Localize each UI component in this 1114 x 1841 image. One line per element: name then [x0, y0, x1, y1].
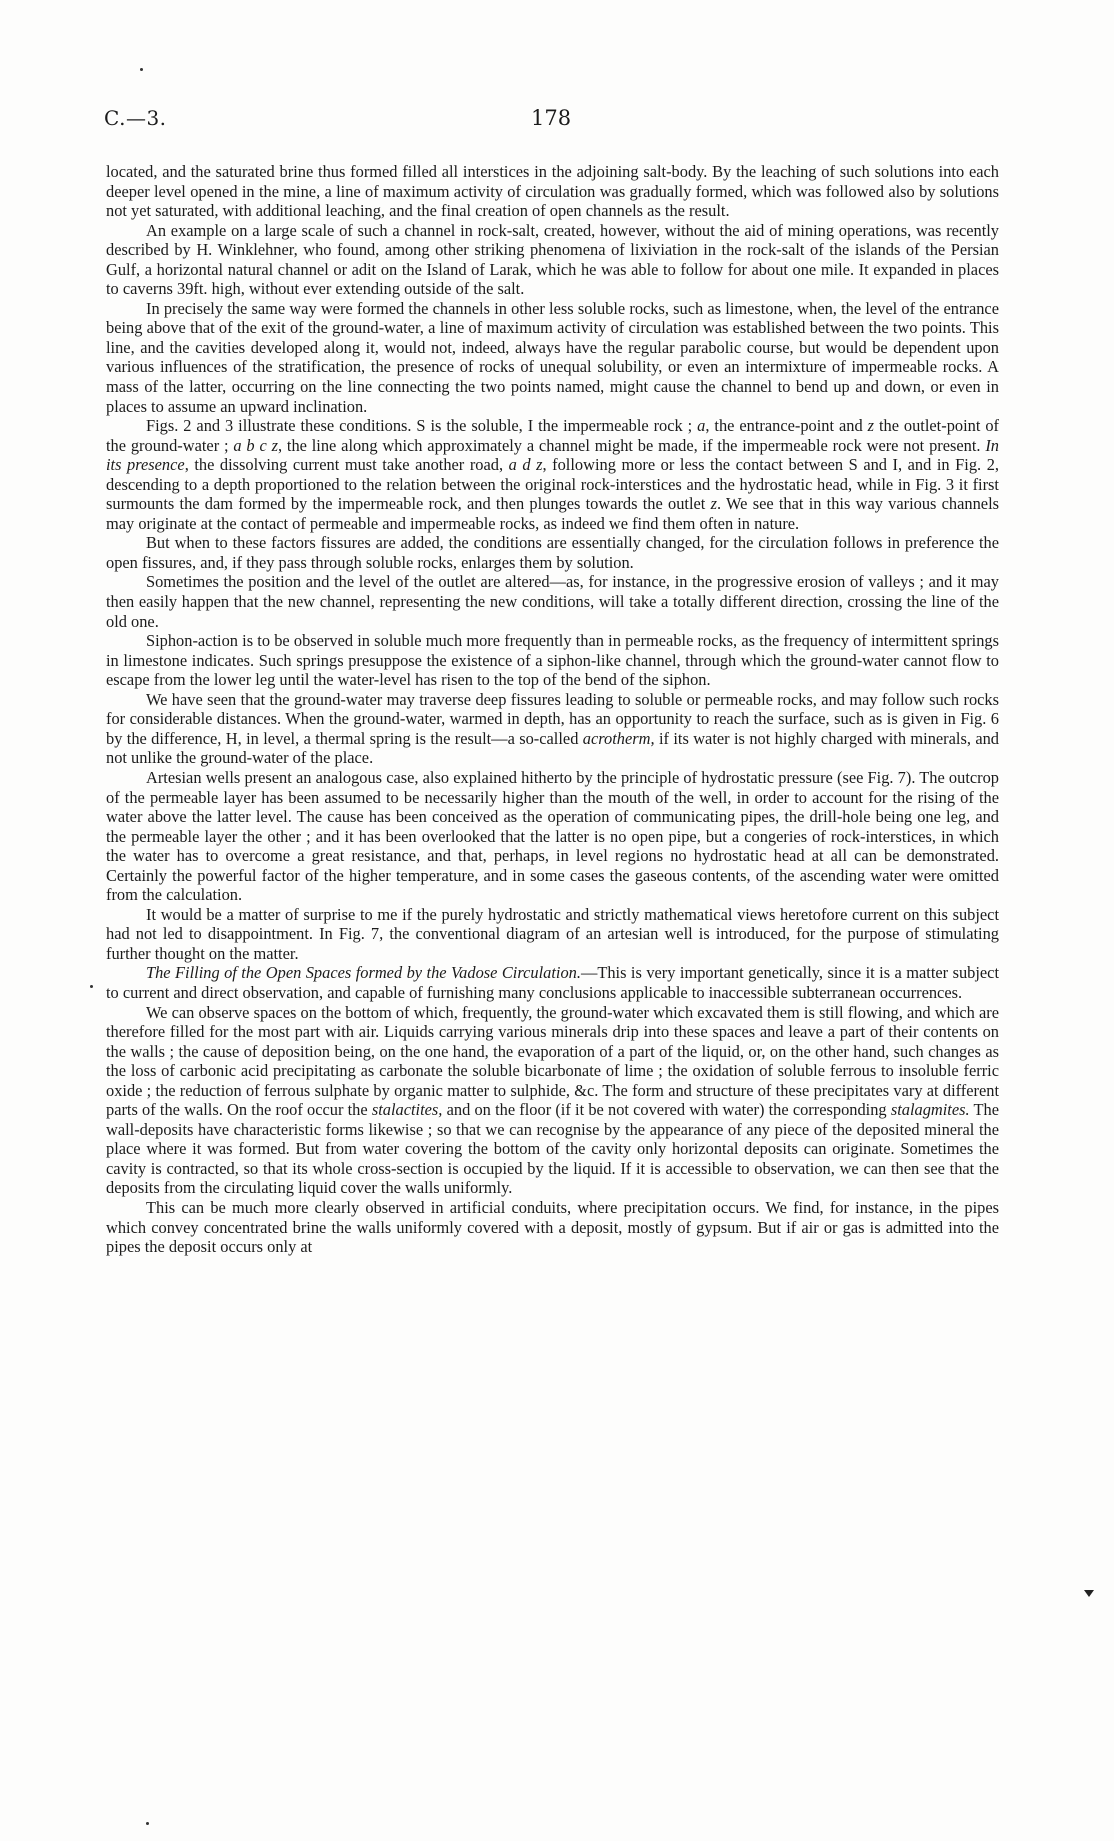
paragraph: [106, 1198, 999, 1257]
text-run: , the line along which approximately a channel might be made, if the impermeable rock were not present.: [277, 435, 986, 455]
italic-text: z: [867, 416, 874, 436]
paragraph: [106, 905, 999, 964]
page-header: [104, 106, 1004, 140]
text-run: . We see that in this way various channels may originate at the contact of permeable and impermeable rocks, as indeed we find them often in nature.: [106, 494, 999, 533]
text-run: Siphon-action is to be observed in soluble much more frequently than in permeable rocks, as the frequency of intermittent springs in limestone indicates. Such springs presuppose the existence of a siphon-like channel, through which the ground-water cannot flow to escape from the lower leg until the water-level has risen to the top of the bend of the siphon.: [106, 631, 999, 690]
italic-text: a b c z: [233, 435, 278, 455]
paragraph: [106, 572, 999, 631]
italic-text: acrotherm,: [582, 728, 655, 748]
text-run: But when to these factors fissures are added, the conditions are essentially changed, for the circulation follows in preference the open fissures, and, if they pass through soluble rocks, enlarges them by solution.: [106, 533, 999, 572]
page-number: 178: [531, 106, 572, 130]
text-run: In precisely the same way were formed the channels in other less soluble rocks, such as limestone, when, the level of the entrance being above that of the exit of the ground-water, a line of maximum activity of circulation was established between the two points. This line, and the cavities developed along it, would not, indeed, always have the regular parabolic course, but would be dependent upon various influences of the stratification, the presence of rocks of unequal solubility, or even an intermixture of impermeable rocks. A mass of the latter, occurring on the line connecting the two points named, might cause the channel to bend up and down, or even in places to assume an upward inclination.: [106, 298, 999, 416]
text-run: Sometimes the position and the level of the outlet are altered—as, for instance, in the progressive erosion of valleys ; and it may then easily happen that the new channel, representing the new conditions, will take a totally different direction, crossing the line of the old one.: [106, 572, 999, 631]
text-run: the outlet-point of the ground-water ;: [106, 416, 999, 455]
text-run: , the entrance-point and: [705, 416, 868, 436]
paragraph: [106, 963, 999, 1002]
paragraph: [106, 299, 999, 416]
paragraph: [106, 162, 999, 221]
paragraph: [106, 221, 999, 299]
margin-arrow-icon: [1084, 1590, 1094, 1597]
text-run: We can observe spaces on the bottom of which, frequently, the ground-water which excavated them is still flowing, and which are therefore filled for the most part with air. Liquids carrying various minerals drip into these spaces and leave a part of their contents on the walls ; the cause of deposition being, on the one hand, the evaporation of a part of the liquid, or, on the other hand, such changes as the loss of carbonic acid precipitating as carbonate the soluble bicarbonate of lime ; the oxidation of soluble ferrous to insoluble ferric oxide ; the reduction of ferrous sulphate by organic matter to sulphide, &c. The form and structure of these precipitates vary at different parts of the walls. On the roof occur the: [106, 1002, 999, 1120]
italic-text: a d z: [508, 455, 543, 475]
italic-text: stalagmites.: [890, 1100, 970, 1120]
italic-text: z: [710, 494, 717, 514]
text-run: This can be much more clearly observed in artificial conduits, where precipitation occurs. We find, for instance, in the pipes which convey concentrated brine the walls uniformly covered with a deposit, mostly of gypsum. But if air or gas is admitted into the pipes the deposit occurs only at: [106, 1197, 999, 1257]
paragraph: [106, 416, 999, 533]
text-run: , following more or less the contact between S and I, and in Fig. 2, descending to a depth proportioned to the relation between the original rock-interstices and the hydrostatic head, while in Fig. 3 it first surmounts the dam formed by the impermeable rock, and then plunges towards the outlet: [106, 455, 999, 514]
text-run: Artesian wells present an analogous case, also explained hitherto by the principle of hydrostatic pressure (see Fig. 7). The outcrop of the permeable layer has been assumed to be necessarily higher than the mouth of the well, in order to account for the rising of the water above the latter level. The cause has been conceived as the operation of communicating pipes, the drill-hole being one leg, and the permeable layer the other ; and it has been overlooked that the latter is no open pipe, but a congeries of rock-interstices, in which the water has to overcome a great resistance, and that, perhaps, in level regions no hydrostatic head at all can be demonstrated. Certainly the powerful factor of the higher temperature, and in some cases the gaseous contents, of the ascending water were omitted from the calculation.: [106, 767, 999, 905]
text-run: An example on a large scale of such a channel in rock-salt, created, however, without the aid of mining operations, was recently described by H. Winklehner, who found, among other striking phenomena of lixiviation in the rock-salt of the islands of the Persian Gulf, a horizontal natural channel or adit on the Island of Larak, which he was able to follow for about one mile. It expanded in places to caverns 39ft. high, without ever extending outside of the salt.: [106, 220, 999, 299]
paragraph: [106, 533, 999, 572]
italic-text: In its presence: [106, 435, 999, 475]
paragraph: [106, 690, 999, 768]
italic-text: stalactites,: [371, 1100, 443, 1120]
document-reference: C.—3.: [104, 106, 167, 130]
paragraph: [106, 1003, 999, 1198]
text-run: , the dissolving current must take another road,: [184, 455, 509, 475]
text-run: —This is very important genetically, since it is a matter subject to current and direct observation, and capable of furnishing many conclusions applicable to inaccessible subterranean occurrences.: [106, 963, 1000, 1002]
body-text: [106, 162, 999, 1257]
text-run: located, and the saturated brine thus formed filled all interstices in the adjoining salt-body. By the leaching of such solutions into each deeper level opened in the mine, a line of maximum activity of circulation was gradually formed, which was followed also by solutions not yet saturated, with additional leaching, and the final creation of open channels as the result.: [106, 162, 999, 221]
text-run: We have seen that the ground-water may traverse deep fissures leading to soluble or permeable rocks, and may follow such rocks for considerable distances. When the ground-water, warmed in depth, has an opportunity to reach the surface, such as is given in Fig. 6 by the difference, H, in level, a thermal spring is the result—a so-called: [106, 689, 999, 748]
text-run: and on the floor (if it be not covered with water) the corresponding: [442, 1100, 891, 1120]
text-run: if its water is not highly charged with minerals, and not unlike the ground-water of the place.: [106, 728, 999, 768]
text-run: Figs. 2 and 3 illustrate these conditions. S is the soluble, I the impermeable rock ;: [146, 416, 698, 436]
text-run: The wall-deposits have characteristic forms likewise ; so that we can recognise by the appearance of any piece of the deposited mineral the place where it was formed. But from water covering the bottom of the cavity only horizontal deposits can originate. Sometimes the cavity is contracted, so that its whole cross-section is occupied by the liquid. If it is accessible to observation, we can then see that the deposits from the circulating liquid cover the walls uniformly.: [106, 1100, 999, 1198]
margin-speck: [90, 985, 93, 988]
italic-text: The Filling of the Open Spaces formed by the Vadose Circulation.: [146, 963, 581, 983]
paragraph: [106, 631, 999, 690]
text-run: It would be a matter of surprise to me if the purely hydrostatic and strictly mathematical views heretofore current on this subject had not led to disappointment. In Fig. 7, the conventional diagram of an artesian well is introduced, for the purpose of stimulating further thought on the matter.: [106, 904, 999, 963]
italic-text: a: [697, 416, 706, 436]
margin-speck: [140, 68, 143, 71]
paragraph: [106, 768, 999, 905]
margin-speck: [146, 1822, 149, 1825]
